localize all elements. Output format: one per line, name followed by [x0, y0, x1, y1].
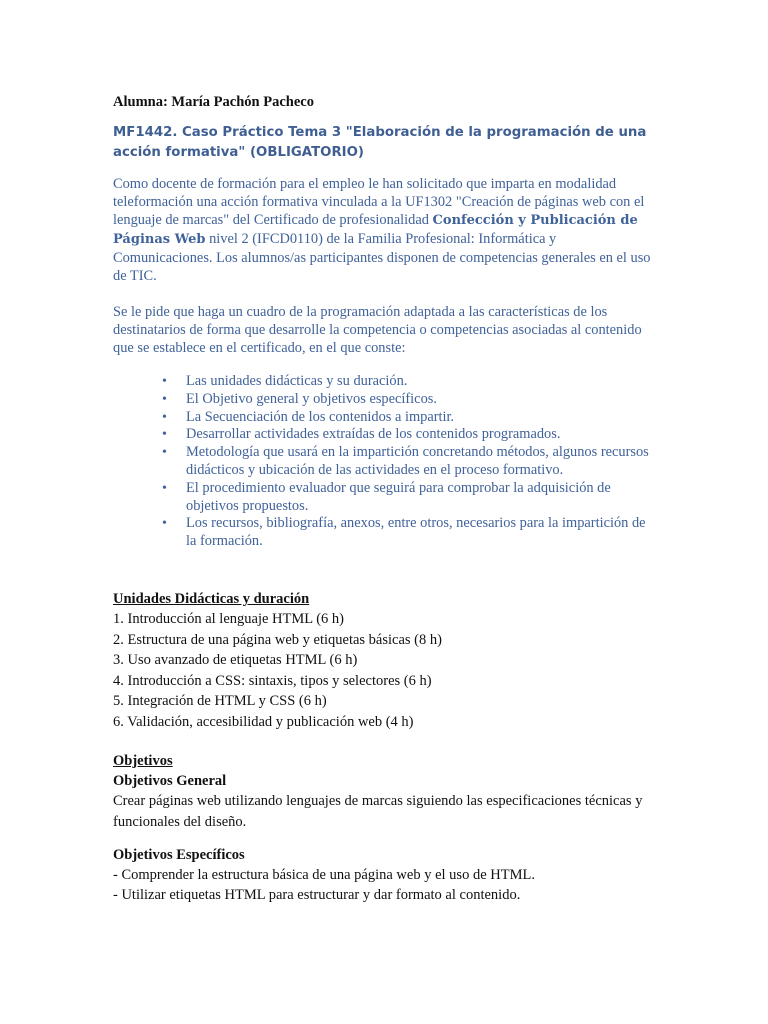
specific-objectives-heading: Objetivos Específicos: [113, 846, 245, 863]
requirements-list: [113, 373, 658, 551]
list-item: 3. Uso avanzado de etiquetas HTML (6 h): [113, 652, 358, 669]
intro-paragraph: Como docente de formación para el empleo le han solicitado que imparta en modalidad teleformación una acción formativa vinculada a la UF1302 "Creación de páginas web con el lenguaje de marcas" del Certificado de profesionalidad Confección y Publicación de Páginas Web nivel 2 (IFCD0110) de la Familia Profesional: Informática y Comunicaciones. Los alumnos/as participantes disponen de competencias generales en el uso de TIC.: [113, 176, 651, 284]
list-item: - Utilizar etiquetas HTML para estructurar y dar formato al contenido.: [113, 887, 521, 904]
list-item: 1. Introducción al lenguaje HTML (6 h): [113, 610, 344, 627]
general-objective-text: Crear páginas web utilizando lenguajes de marcas siguiendo las especificaciones técnicas y funcionales del diseño.: [113, 792, 643, 830]
objectives-heading: Objetivos: [113, 752, 173, 769]
request-paragraph: Se le pide que haga un cuadro de la programación adaptada a las características de los destinatarios de forma que desarrolle la competencia o competencias asociadas al contenido que se establece en el certificado, en el que conste:: [113, 304, 642, 356]
case-code: MF1442. Caso Práctico Tema 3: [113, 125, 346, 140]
document-page: [113, 93, 658, 906]
list-item: • La Secuenciación de los contenidos a impartir.: [186, 409, 658, 427]
specific-objectives-list: [113, 865, 658, 906]
mandatory-label: (OBLIGATORIO): [245, 145, 365, 160]
list-item: 6. Validación, accesibilidad y publicación web (4 h): [113, 713, 414, 730]
units-heading: Unidades Didácticas y duración: [113, 590, 310, 607]
units-list: [113, 609, 658, 733]
list-item: 4. Introducción a CSS: sintaxis, tipos y selectores (6 h): [113, 672, 432, 689]
list-item: • Desarrollar actividades extraídas de los contenidos programados.: [186, 426, 658, 444]
list-item: • El Objetivo general y objetivos específicos.: [186, 391, 658, 409]
list-item: • Los recursos, bibliografía, anexos, entre otros, necesarios para la impartición de la formación.: [186, 515, 658, 551]
general-objective-heading: Objetivos General: [113, 772, 227, 789]
case-title-text: "Elaboración de la programación de una acción formativa": [113, 125, 647, 160]
list-item: 5. Integración de HTML y CSS (6 h): [113, 693, 327, 710]
list-item: • Metodología que usará en la impartición concretando métodos, algunos recursos didácticos y ubicación de las actividades en el proceso formativo.: [186, 444, 658, 480]
student-name: Alumna: María Pachón Pacheco: [113, 94, 314, 110]
case-title: [113, 123, 658, 163]
list-item: - Comprender la estructura básica de una página web y el uso de HTML.: [113, 866, 535, 883]
certificate-name: Confección y Publicación de Páginas Web: [113, 213, 638, 247]
list-item: • El procedimiento evaluador que seguirá para comprobar la adquisición de objetivos propuestos.: [186, 480, 658, 516]
list-item: 2. Estructura de una página web y etiquetas básicas (8 h): [113, 631, 442, 648]
list-item: • Las unidades didácticas y su duración.: [186, 373, 658, 391]
